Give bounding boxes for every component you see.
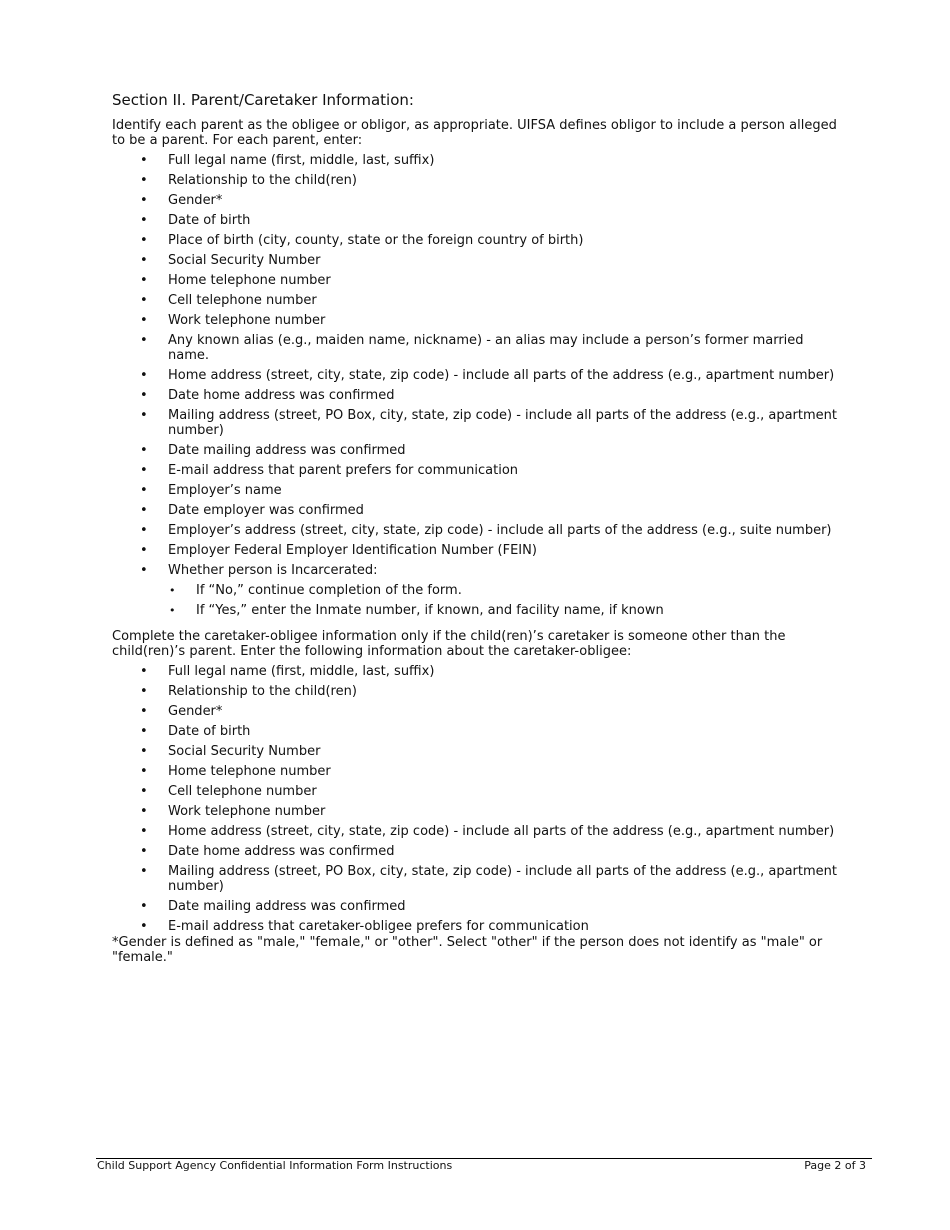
list-item-text: Work telephone number: [168, 313, 326, 328]
bullet-icon: •: [140, 704, 148, 719]
bullet-icon: •: [140, 664, 148, 679]
list-item: [112, 844, 840, 859]
bullet-icon: •: [140, 193, 148, 208]
list-item-text: If “No,” continue completion of the form.: [196, 583, 462, 598]
list-item: [112, 273, 840, 288]
list-item: [112, 333, 840, 363]
list-item-text: Home address (street, city, state, zip code) - include all parts of the address (e.g., apartment number): [168, 824, 835, 839]
bullet-icon: •: [140, 333, 148, 348]
list-item-text: Cell telephone number: [168, 784, 317, 799]
list-item: [168, 583, 840, 598]
bullet-icon: •: [140, 744, 148, 759]
list-item: [168, 603, 840, 618]
bullet-icon: •: [140, 368, 148, 383]
list-item: [112, 724, 840, 739]
list-item-text: Mailing address (street, PO Box, city, state, zip code) - include all parts of the address (e.g., apartment number): [168, 408, 837, 438]
list-item: [112, 368, 840, 383]
list-item: [112, 213, 840, 228]
section-content: [112, 90, 840, 965]
parent-intro: Identify each parent as the obligee or obligor, as appropriate. UIFSA defines obligor to include a person alleged to be a parent. For each parent, enter:: [112, 118, 837, 148]
list-item-text: Whether person is Incarcerated:: [168, 563, 378, 578]
list-item: [112, 543, 840, 558]
list-item-text: Gender*: [168, 193, 223, 208]
list-item: [112, 824, 840, 839]
bullet-icon: •: [140, 563, 148, 578]
bullet-icon: •: [140, 899, 148, 914]
list-item: [112, 408, 840, 438]
list-item-text: E-mail address that caretaker-obligee prefers for communication: [168, 919, 589, 934]
list-item: [112, 684, 840, 699]
caretaker-items-list: [112, 664, 840, 934]
caretaker-intro: Complete the caretaker-obligee information only if the child(ren)’s caretaker is someone other than the child(ren)’s parent. Enter the following information about the caretaker-obligee:: [112, 629, 786, 659]
bullet-icon: •: [140, 213, 148, 228]
bullet-icon: •: [140, 864, 148, 879]
list-item: [112, 764, 840, 779]
bullet-icon: •: [140, 804, 148, 819]
list-item: [112, 523, 840, 538]
footer-document-title: Child Support Agency Confidential Information Form Instructions: [97, 1159, 453, 1172]
list-item-text: Date employer was confirmed: [168, 503, 364, 518]
list-item-text: Employer Federal Employer Identification Number (FEIN): [168, 543, 537, 558]
gender-note: *Gender is defined as "male," "female," or "other". Select "other" if the person does not identify as "male" or "female.": [112, 935, 823, 965]
list-item: [112, 503, 840, 518]
list-item-text: Full legal name (first, middle, last, suffix): [168, 153, 435, 168]
list-item-text: Place of birth (city, county, state or the foreign country of birth): [168, 233, 584, 248]
incarcerated-subitems-list: [168, 583, 840, 618]
list-item: [112, 664, 840, 679]
list-item: [112, 253, 840, 268]
list-item-text: Mailing address (street, PO Box, city, state, zip code) - include all parts of the address (e.g., apartment number): [168, 864, 837, 894]
list-item-text: Relationship to the child(ren): [168, 684, 357, 699]
list-item-text: Any known alias (e.g., maiden name, nickname) - an alias may include a person’s former married name.: [168, 333, 804, 363]
list-item-text: Relationship to the child(ren): [168, 173, 357, 188]
parent-items-list: [112, 153, 840, 618]
bullet-icon: •: [140, 293, 148, 308]
bullet-icon: •: [140, 313, 148, 328]
bullet-icon: •: [140, 463, 148, 478]
footer-page-number: Page 2 of 3: [804, 1159, 866, 1172]
list-item-text: Home address (street, city, state, zip code) - include all parts of the address (e.g., apartment number): [168, 368, 835, 383]
list-item-text: Social Security Number: [168, 253, 321, 268]
list-item: [112, 784, 840, 799]
bullet-icon: •: [140, 253, 148, 268]
list-item-text: Date mailing address was confirmed: [168, 443, 406, 458]
bullet-icon: •: [140, 153, 148, 168]
list-item-text: Date home address was confirmed: [168, 388, 395, 403]
list-item: [112, 864, 840, 894]
bullet-icon: •: [140, 784, 148, 799]
list-item: [112, 919, 840, 934]
list-item: [112, 388, 840, 403]
list-item: [112, 804, 840, 819]
list-item: [112, 193, 840, 208]
list-item: [112, 483, 840, 498]
bullet-icon: •: [140, 173, 148, 188]
list-item-text: Date mailing address was confirmed: [168, 899, 406, 914]
list-item-text: Home telephone number: [168, 273, 331, 288]
bullet-icon: •: [140, 523, 148, 538]
list-item: [112, 233, 840, 248]
bullet-icon: •: [140, 824, 148, 839]
bullet-icon: •: [140, 408, 148, 423]
list-item: [112, 173, 840, 188]
list-item: [112, 744, 840, 759]
list-item-text: Work telephone number: [168, 804, 326, 819]
list-item: [112, 704, 840, 719]
bullet-icon: •: [169, 584, 176, 597]
list-item-text: Date home address was confirmed: [168, 844, 395, 859]
list-item-text: Gender*: [168, 704, 223, 719]
list-item: [112, 153, 840, 168]
bullet-icon: •: [140, 543, 148, 558]
list-item-text: Date of birth: [168, 213, 251, 228]
list-item-text: E-mail address that parent prefers for communication: [168, 463, 519, 478]
list-item-text: Employer’s name: [168, 483, 282, 498]
bullet-icon: •: [140, 844, 148, 859]
bullet-icon: •: [140, 483, 148, 498]
list-item: [112, 443, 840, 458]
list-item-text: Home telephone number: [168, 764, 331, 779]
list-item-text: If “Yes,” enter the Inmate number, if known, and facility name, if known: [196, 603, 664, 618]
list-item-text: Social Security Number: [168, 744, 321, 759]
list-item-text: Full legal name (first, middle, last, suffix): [168, 664, 435, 679]
bullet-icon: •: [140, 388, 148, 403]
bullet-icon: •: [140, 764, 148, 779]
bullet-icon: •: [140, 684, 148, 699]
list-item-text: Date of birth: [168, 724, 251, 739]
list-item: [112, 313, 840, 328]
bullet-icon: •: [140, 233, 148, 248]
list-item-text: Cell telephone number: [168, 293, 317, 308]
bullet-icon: •: [140, 273, 148, 288]
bullet-icon: •: [140, 724, 148, 739]
bullet-icon: •: [169, 604, 176, 617]
list-item-text: Employer’s address (street, city, state, zip code) - include all parts of the address (e.g., suite number): [168, 523, 832, 538]
section-title: Section II. Parent/Caretaker Information:: [112, 91, 414, 109]
list-item: [112, 563, 840, 618]
list-item: [112, 899, 840, 914]
bullet-icon: •: [140, 503, 148, 518]
list-item: [112, 293, 840, 308]
list-item: [112, 463, 840, 478]
bullet-icon: •: [140, 919, 148, 934]
bullet-icon: •: [140, 443, 148, 458]
